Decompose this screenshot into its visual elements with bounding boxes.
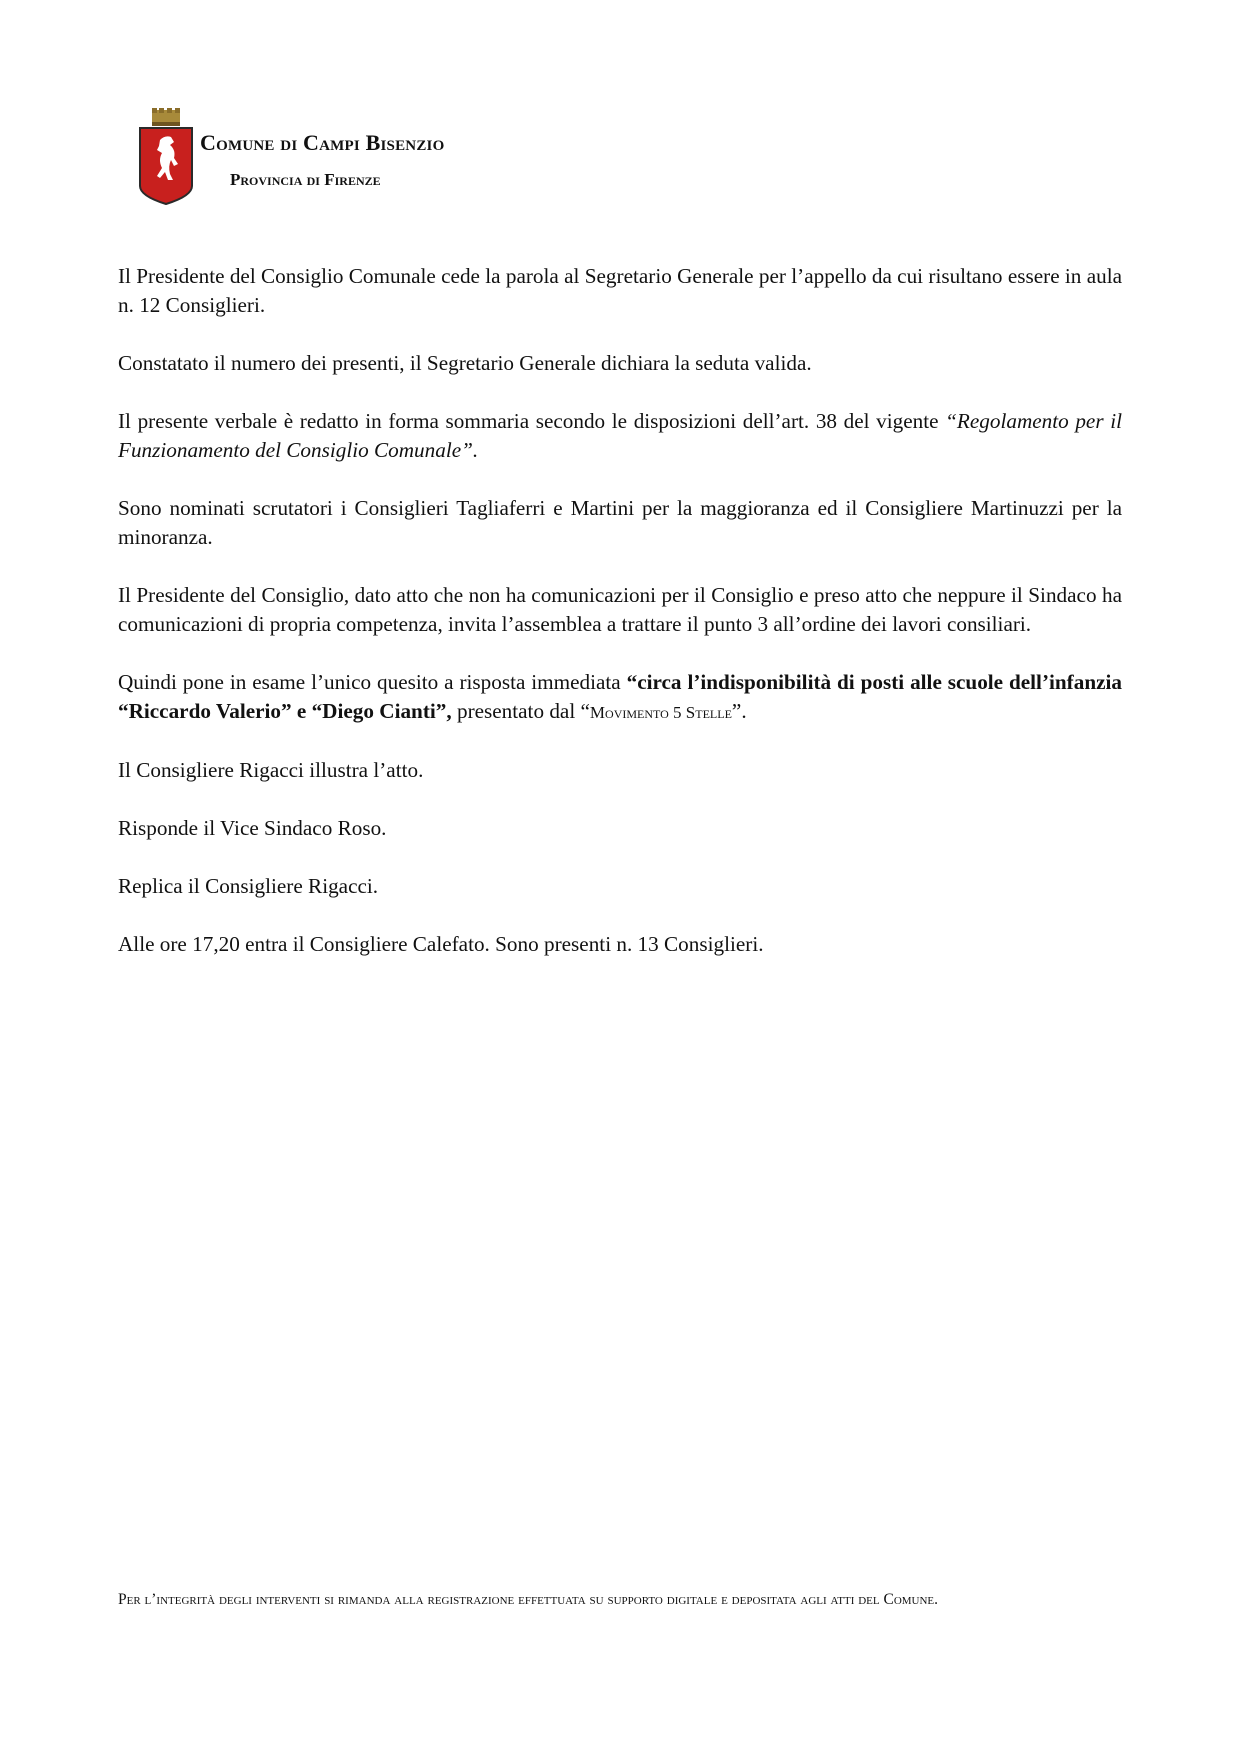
question-intro: Quindi pone in esame l’unico quesito a risposta immediata	[118, 670, 627, 694]
paragraph-reply: Replica il Consigliere Rigacci.	[118, 874, 379, 898]
paragraph-scrutineers: Sono nominati scrutatori i Consiglieri Tagliaferri e Martini per la maggioranza ed il Consigliere Martinuzzi per la minoranza.	[118, 496, 1122, 549]
minutes-body	[118, 262, 1122, 959]
paragraph-roll-call: Il Presidente del Consiglio Comunale cede la parola al Segretario Generale per l’appello da cui risultano essere in aula n. 12 Consiglieri.	[118, 264, 1122, 317]
footer-note: Per l’integrità degli interventi si rimanda alla registrazione effettuata su supporto digitale e depositata agli atti del Comune.	[118, 1591, 939, 1608]
paragraph-agenda: Il Presidente del Consiglio, dato atto che non ha comunicazioni per il Consiglio e preso atto che neppure il Sindaco ha comunicazioni di propria competenza, invita l’assemblea a trattare il punto 3 all’ordine dei lavori consiliari.	[118, 583, 1122, 636]
quote-open: “	[580, 699, 590, 723]
paragraph-regulation	[118, 407, 1122, 465]
regulation-text: Il presente verbale è redatto in forma sommaria secondo le disposizioni dell’art. 38 del vigente	[118, 409, 946, 433]
paragraph-question	[118, 668, 1122, 727]
municipality-name: Comune di Campi Bisenzio	[200, 130, 445, 155]
quote-close: ”.	[731, 699, 747, 723]
paragraph-attendance: Alle ore 17,20 entra il Consigliere Calefato. Sono presenti n. 13 Consiglieri.	[118, 932, 764, 956]
question-presenter-text: presentato dal	[451, 699, 581, 723]
paragraph-response: Risponde il Vice Sindaco Roso.	[118, 816, 387, 840]
letterhead	[138, 108, 638, 208]
paragraph-session-valid: Constatato il numero dei presenti, il Segretario Generale dichiara la seduta valida.	[118, 351, 812, 375]
question-title: “circa l’indisponibilità di posti alle scuole dell’infanzia “Riccardo Valerio” e “Diego Cianti”,	[118, 670, 1122, 723]
party-name: Movimento 5 Stelle	[589, 703, 732, 722]
regulation-title: “Regolamento per il Funzionamento del Consiglio Comunale”.	[118, 409, 1122, 462]
municipal-crest-logo	[138, 108, 194, 205]
province-name: Provincia di Firenze	[230, 170, 381, 189]
paragraph-illustration: Il Consigliere Rigacci illustra l’atto.	[118, 758, 424, 782]
